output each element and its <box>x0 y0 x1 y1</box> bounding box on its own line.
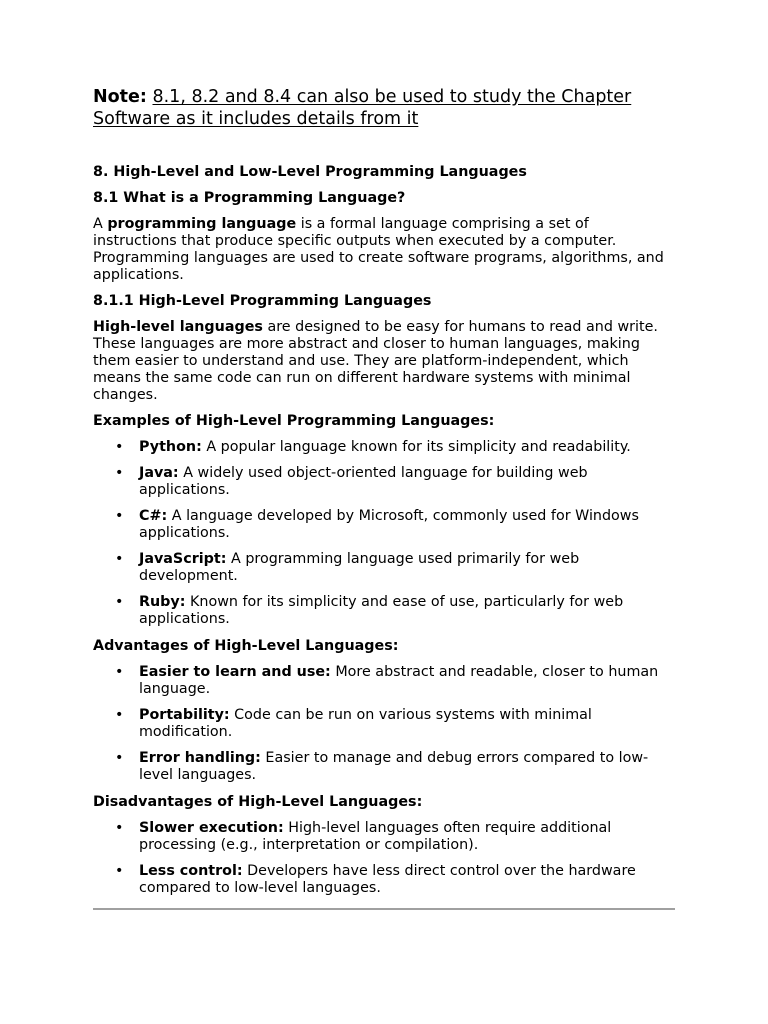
paragraph-text: A <box>93 216 108 232</box>
list-item-term: Python: <box>139 439 202 455</box>
bullet: • <box>115 594 124 610</box>
list-item-term: Ruby: <box>139 594 186 610</box>
note-label: Note: <box>93 87 147 107</box>
list-item-desc: A language developed by Microsoft, commonly used for Windows applications. <box>139 508 639 541</box>
subsection-title-8-1-1: 8.1.1 High-Level Programming Languages <box>93 293 432 309</box>
note-text: 8.1, 8.2 and 8.4 can also be used to study the Chapter Software as it includes details from it <box>93 87 632 129</box>
list-item-desc: High-level languages often require additional processing (e.g., interpretation or compilation). <box>139 820 612 853</box>
list-item-desc: Code can be run on various systems with minimal modification. <box>139 707 592 740</box>
bullet: • <box>115 465 124 481</box>
advantages-title: Advantages of High-Level Languages: <box>93 638 399 654</box>
list-item <box>93 863 675 897</box>
horizontal-rule <box>93 908 675 910</box>
bullet: • <box>115 820 124 836</box>
disadvantages-list <box>93 820 675 897</box>
paragraph-programming-language <box>93 216 675 284</box>
list-item <box>93 707 675 741</box>
list-item-desc: Known for its simplicity and ease of use, particularly for web applications. <box>139 594 624 627</box>
bullet: • <box>115 707 124 723</box>
list-item-term: Slower execution: <box>139 820 284 836</box>
paragraph-text: is a formal language comprising a set of instructions that produce specific outputs when executed by a computer. Programming languages are used to create software programs, algorithms, and applications. <box>93 216 664 283</box>
bullet: • <box>115 551 124 567</box>
list-item-desc: Developers have less direct control over the hardware compared to low-level languages. <box>139 863 636 896</box>
list-item <box>93 820 675 854</box>
bullet: • <box>115 439 124 455</box>
list-item-desc: A popular language known for its simplicity and readability. <box>201 439 631 455</box>
list-item <box>93 439 675 456</box>
list-item <box>93 551 675 585</box>
subsection-title-8-1: 8.1 What is a Programming Language? <box>93 190 406 206</box>
note <box>93 86 675 130</box>
list-item-term: Error handling: <box>139 750 261 766</box>
list-item-desc: More abstract and readable, closer to human language. <box>139 664 659 697</box>
disadvantages-title: Disadvantages of High-Level Languages: <box>93 794 423 810</box>
bullet: • <box>115 664 124 680</box>
advantages-list <box>93 664 675 784</box>
paragraph-text: are designed to be easy for humans to read and write. These languages are more abstract and closer to human languages, making them easier to understand and use. They are platform-independent, which means the same code can run on different hardware systems with minimal changes. <box>93 319 658 403</box>
list-item <box>93 664 675 698</box>
list-item <box>93 750 675 784</box>
list-item-term: Easier to learn and use: <box>139 664 331 680</box>
list-item-desc: Easier to manage and debug errors compared to low-level languages. <box>139 750 649 783</box>
list-item <box>93 508 675 542</box>
paragraph-bold-term: High-level languages <box>93 319 263 335</box>
list-item-term: Portability: <box>139 707 230 723</box>
list-item <box>93 594 675 628</box>
examples-title: Examples of High-Level Programming Languages: <box>93 413 495 429</box>
list-item-term: Less control: <box>139 863 243 879</box>
bullet: • <box>115 750 124 766</box>
list-item-term: C#: <box>139 508 168 524</box>
paragraph-high-level <box>93 319 675 404</box>
list-item-term: Java: <box>139 465 179 481</box>
list-item-desc: A widely used object-oriented language for building web applications. <box>139 465 588 498</box>
bullet: • <box>115 508 124 524</box>
bullet: • <box>115 863 124 879</box>
list-item <box>93 465 675 499</box>
list-item-term: JavaScript: <box>139 551 227 567</box>
examples-list <box>93 439 675 628</box>
list-item-desc: A programming language used primarily for web development. <box>139 551 580 584</box>
paragraph-bold-term: programming language <box>107 216 297 232</box>
document-page <box>93 86 675 910</box>
section-title: 8. High-Level and Low-Level Programming Languages <box>93 164 527 180</box>
